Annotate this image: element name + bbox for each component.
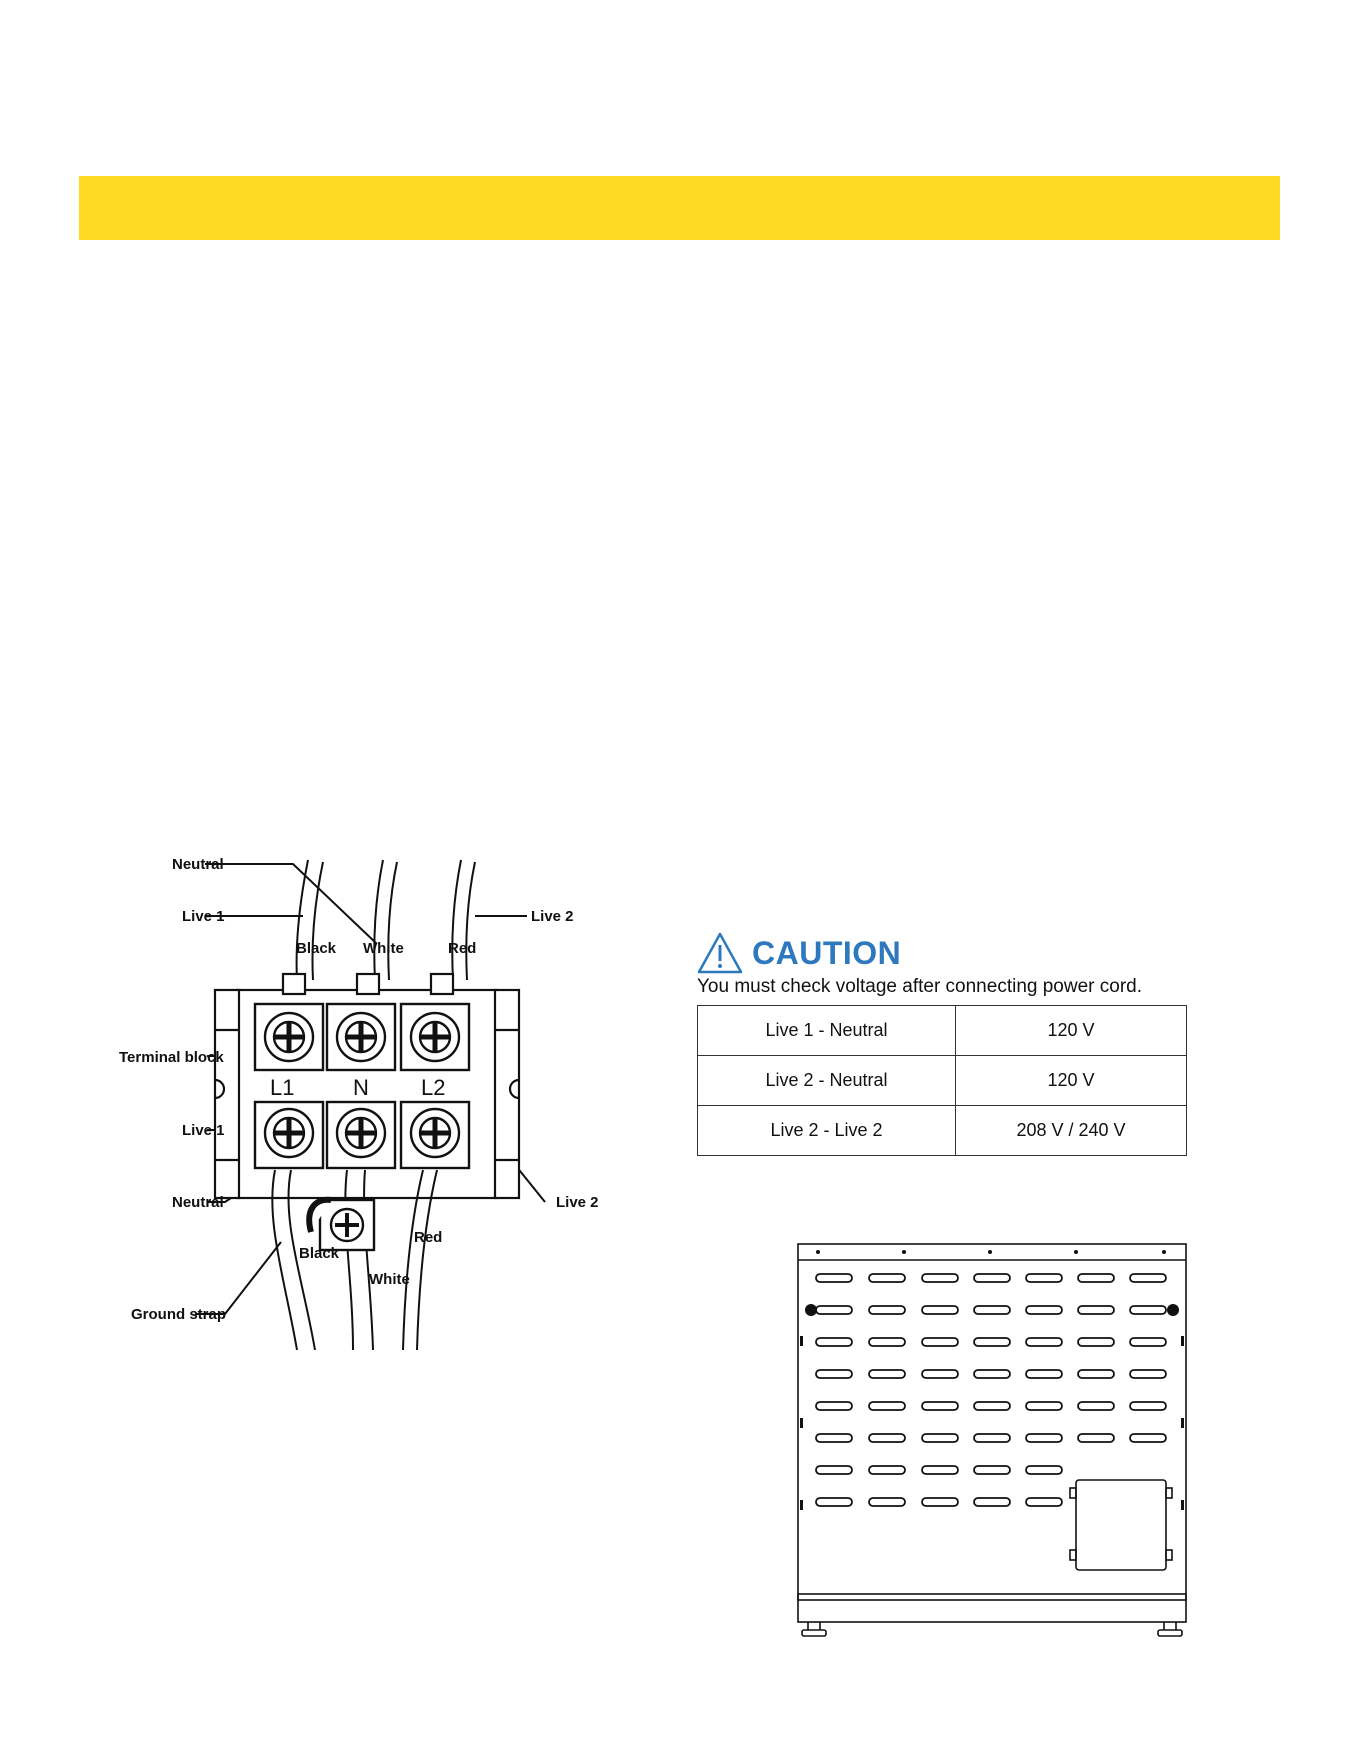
callout-live1-top: Live 1 (182, 908, 225, 925)
voltage-value-cell: 120 V (956, 1056, 1187, 1106)
table-row (698, 1006, 1187, 1056)
voltage-pair-cell: Live 1 - Neutral (698, 1006, 956, 1056)
callout-terminal-block: Terminal block (119, 1049, 224, 1066)
ground-strap-screw (309, 1200, 374, 1250)
warning-triangle-icon (696, 931, 744, 975)
terminal-block-wiring-diagram (115, 840, 615, 1370)
wire-label-white-bottom: White (369, 1271, 410, 1288)
lower-screws (255, 1102, 469, 1168)
wire-label-black-bottom: Black (299, 1245, 340, 1262)
terminal-label-l1: L1 (270, 1075, 295, 1100)
callout-neutral-mid: Neutral (172, 1194, 224, 1211)
appliance-rear-panel-drawing (794, 1238, 1190, 1642)
wire-label-red-top: Red (448, 940, 477, 957)
wire-label-white-top: White (363, 940, 404, 957)
table-row (698, 1106, 1187, 1156)
terminal-label-n: N (353, 1075, 369, 1100)
voltage-pair-cell: Live 2 - Live 2 (698, 1106, 956, 1156)
voltage-value-cell: 120 V (956, 1006, 1187, 1056)
voltage-pair-cell: Live 2 - Neutral (698, 1056, 956, 1106)
wire-label-red-bottom: Red (414, 1229, 443, 1246)
callout-neutral-top: Neutral (172, 856, 224, 873)
incoming-wires (297, 860, 475, 980)
callout-live2-top: Live 2 (531, 908, 574, 925)
wire-label-black-top: Black (296, 940, 337, 957)
caution-note: You must check voltage after connecting power cord. (697, 976, 1142, 997)
caution-title: CAUTION (752, 934, 902, 971)
upper-screws (255, 1004, 469, 1070)
terminal-label-l2: L2 (421, 1075, 446, 1100)
callout-live1-mid: Live 1 (182, 1122, 225, 1139)
table-row (698, 1056, 1187, 1106)
voltage-value-cell: 208 V / 240 V (956, 1106, 1187, 1156)
voltage-table (697, 1005, 1187, 1156)
section-header-bar (79, 176, 1280, 240)
caution-heading (696, 928, 901, 978)
callout-live2-mid: Live 2 (556, 1194, 599, 1211)
callout-ground-strap: Ground strap (131, 1306, 227, 1323)
